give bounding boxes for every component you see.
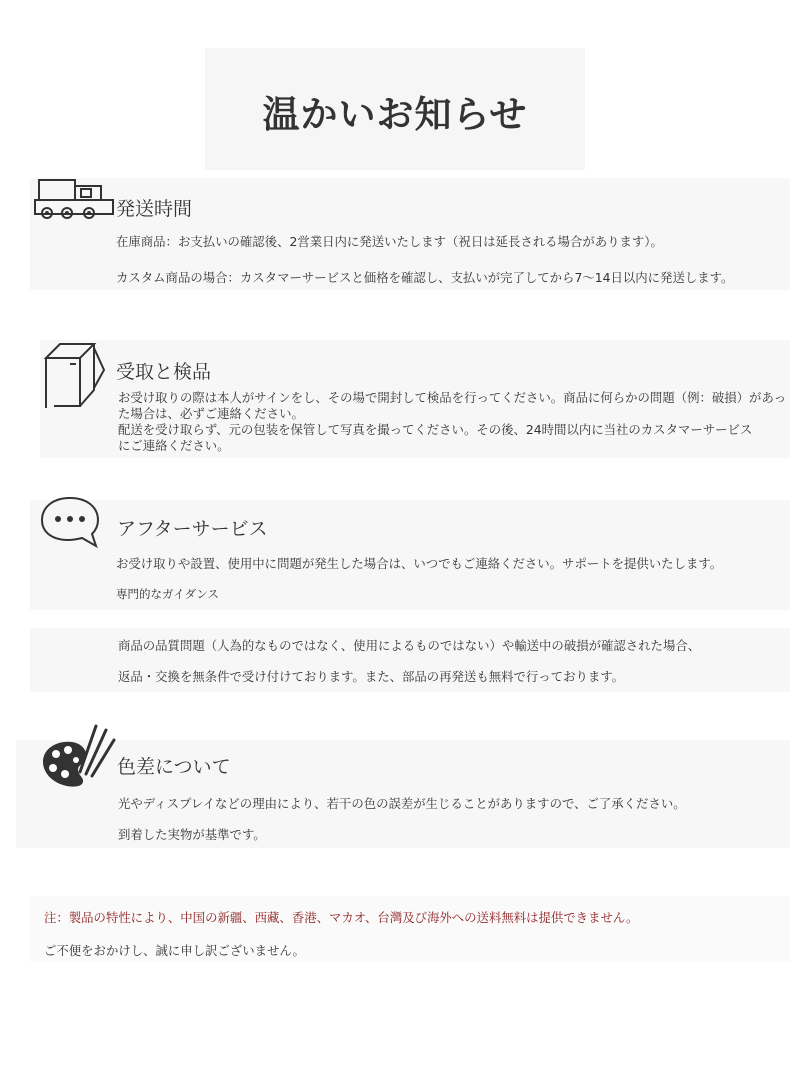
after-service-line-3: 商品の品質問題（人為的なものではなく、使用によるものではない）や輸送中の破損が確認された場合、 — [118, 638, 701, 653]
color-line-1: 光やディスプレイなどの理由により、若干の色の誤差が生じることがありますので、ご了承ください。 — [118, 796, 686, 811]
box-icon — [40, 340, 108, 414]
apology-note: ご不便をおかけし、誠に申し訳ございません。 — [44, 943, 305, 958]
receiving-line-1: お受け取りの際は本人がサインをし、その場で開封して検品を行ってください。商品に何らかの問題（例：破損）があった場合は、必ずご連絡ください。 — [118, 390, 787, 421]
chat-bubble-icon — [38, 494, 104, 550]
truck-icon — [33, 176, 117, 222]
section-title-color: 色差について — [117, 756, 231, 778]
section-title-shipping: 発送時間 — [116, 198, 193, 220]
shipping-restriction-note: 注：製品の特性により、中国の新疆、西藏、香港、マカオ、台灣及び海外への送料無料は提供できません。 — [44, 910, 639, 925]
after-service-line-2: 専門的なガイダンス — [116, 587, 219, 601]
after-service-line-1: お受け取りや設置、使用中に問題が発生した場合は、いつでもご連絡ください。サポートを提供いたします。 — [116, 556, 723, 571]
shipping-line-2: カスタム商品の場合：カスタマーサービスと価格を確認し、支払いが完了してから7〜14日以内に発送します。 — [116, 270, 734, 285]
color-line-2: 到着した実物が基準です。 — [118, 827, 266, 842]
paint-palette-icon — [38, 716, 118, 790]
section-title-after-service: アフターサービス — [117, 518, 268, 540]
after-service-line-4: 返品・交換を無条件で受け付けております。また、部品の再発送も無料で行っております。 — [118, 669, 625, 684]
receiving-line-2: 配送を受け取らず、元の包装を保管して写真を撮ってください。その後、24時間以内に当社のカスタマーサービスにご連絡ください。 — [118, 422, 753, 453]
shipping-line-1: 在庫商品：お支払いの確認後、2営業日内に発送いたします（祝日は延長される場合があります）。 — [116, 234, 663, 249]
section-title-receiving: 受取と検品 — [116, 361, 212, 383]
page-title: 温かいお知らせ — [262, 93, 528, 136]
